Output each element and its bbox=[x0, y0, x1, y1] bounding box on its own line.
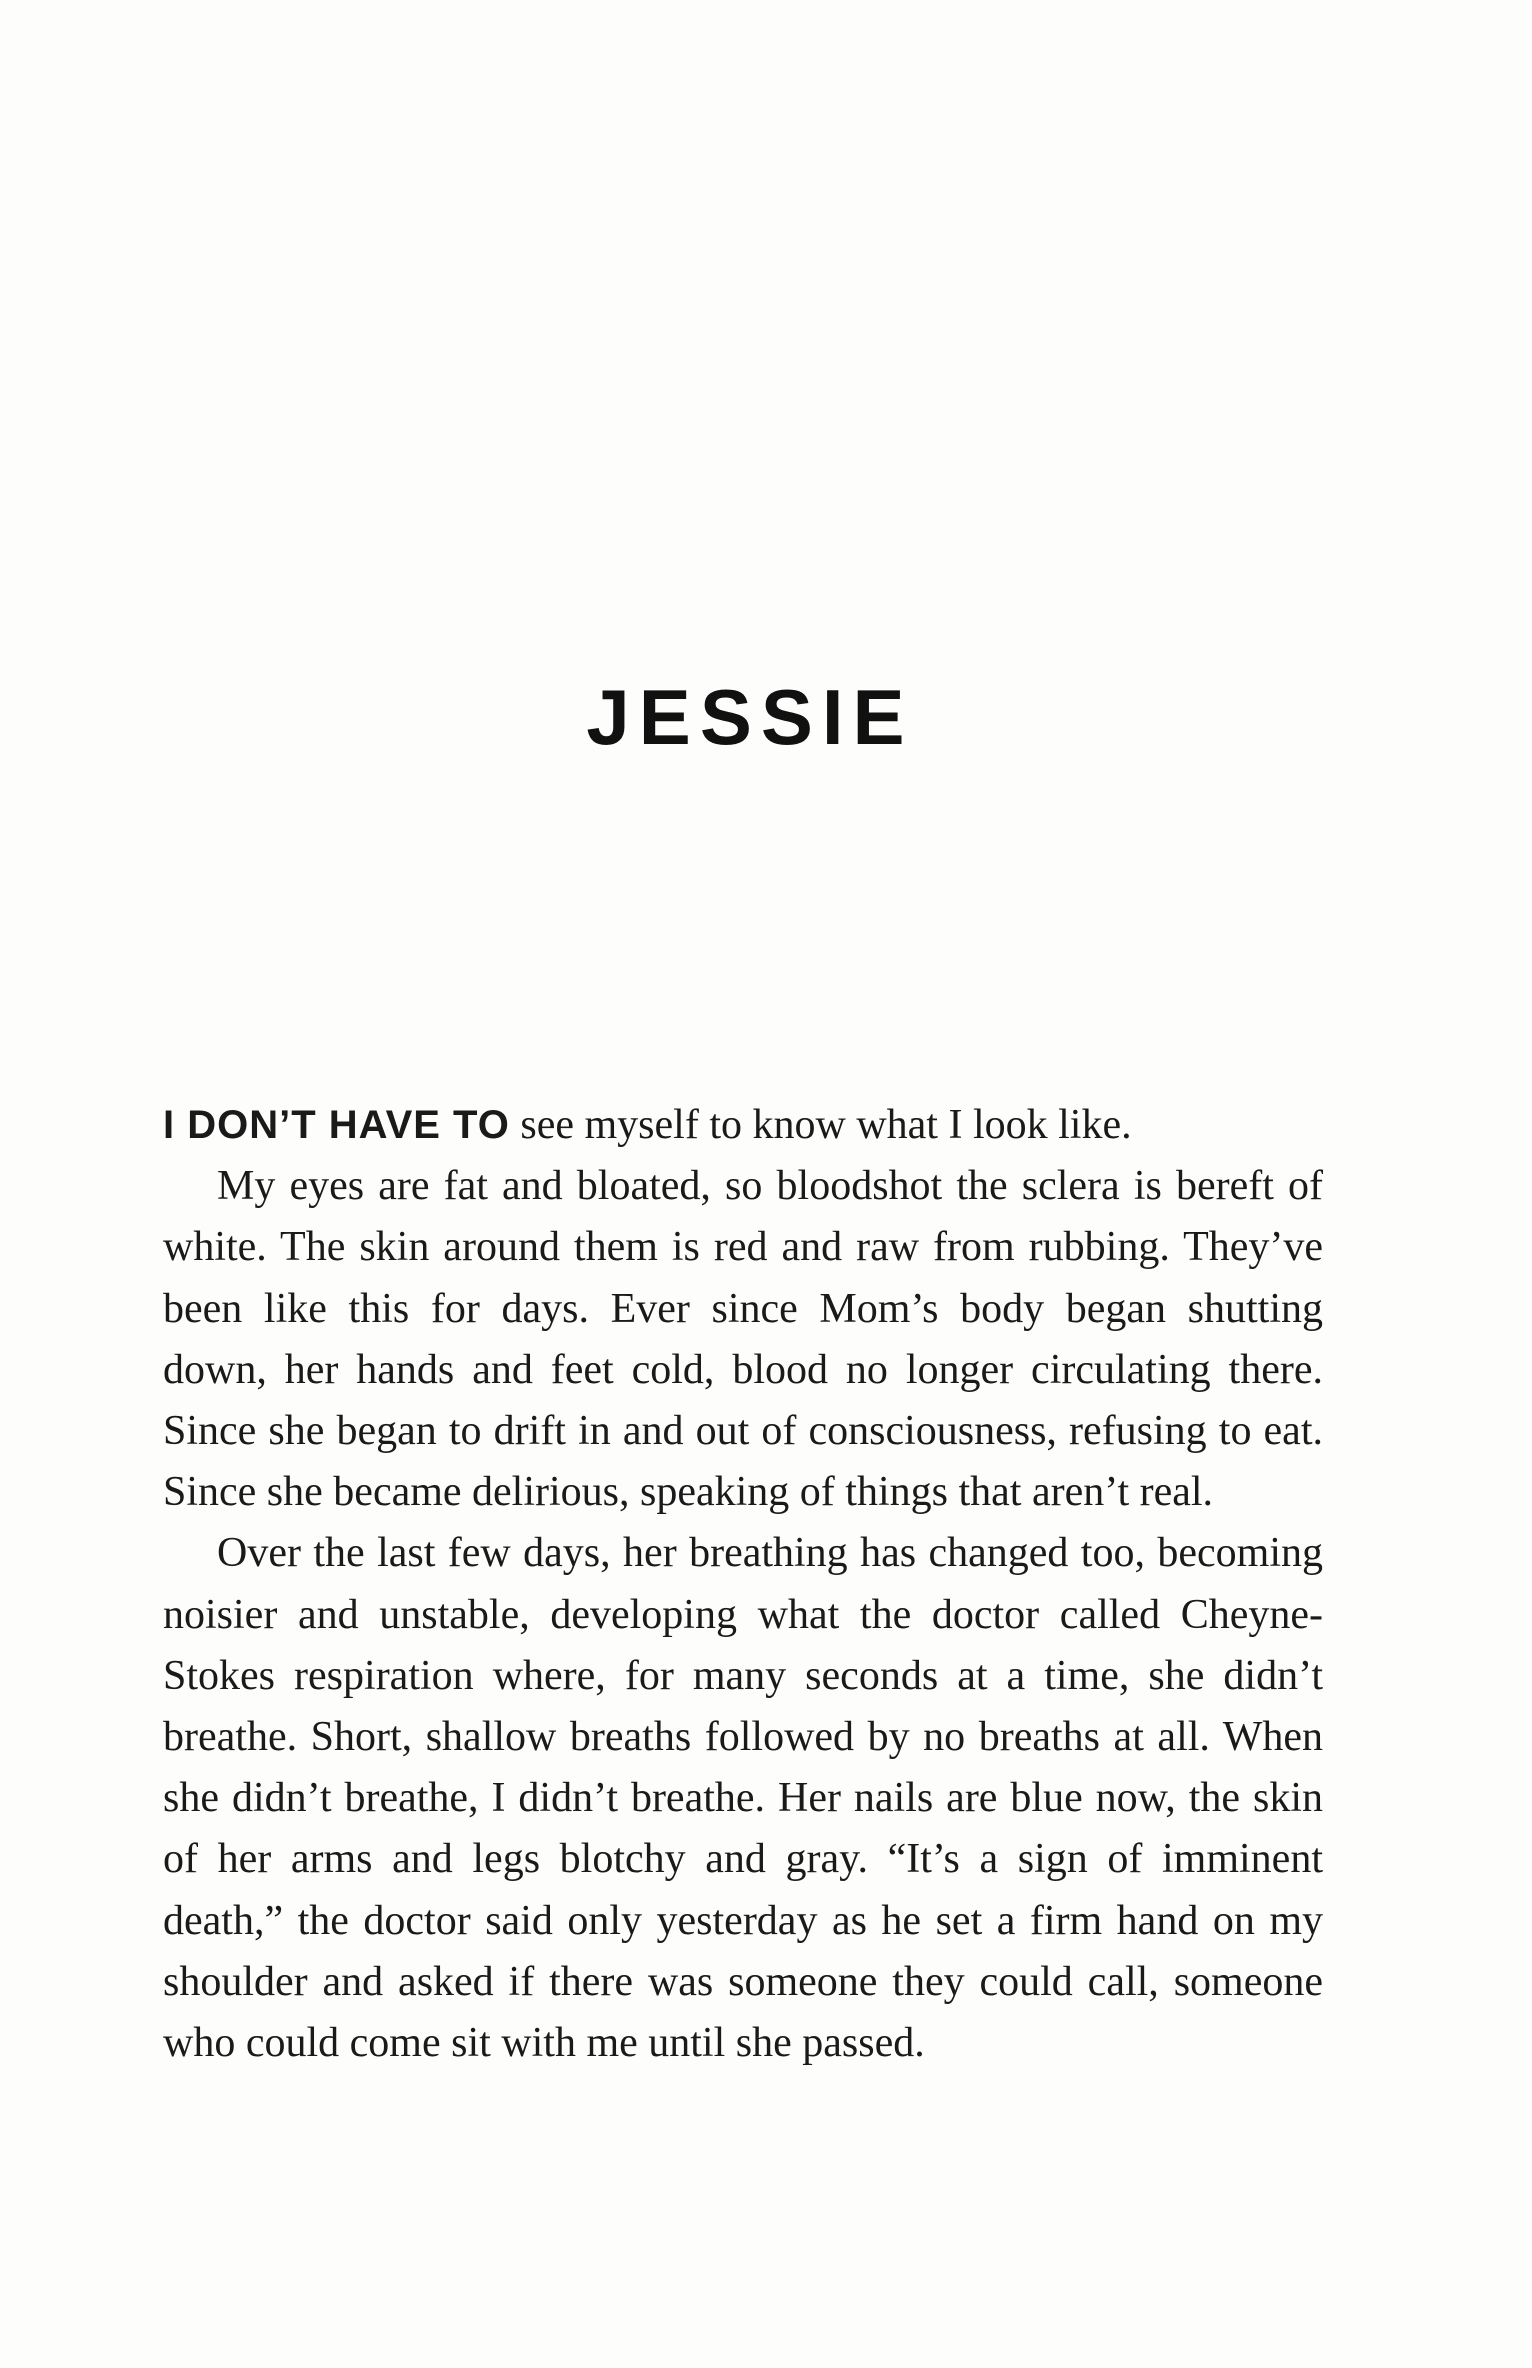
paragraph-1 bbox=[163, 1095, 1323, 1156]
chapter-body bbox=[163, 1095, 1323, 2074]
paragraph-2: My eyes are fat and bloated, so bloodshot the sclera is bereft of white. The skin around them is red and raw from rubbing. They’ve been like this for days. Ever since Mom’s body began shutting down, her hands and feet cold, blood no longer circulating there. Since she began to drift in and out of consciousness, refusing to eat. Since she became delirious, speaking of things that aren’t real. bbox=[163, 1163, 1323, 1516]
paragraph-3: Over the last few days, her breathing has changed too, becoming noisier and unstable, developing what the doctor called Cheyne-Stokes respiration where, for many seconds at a time, she didn’t breathe. Short, shallow breaths followed by no breaths at all. When she didn’t breathe, I didn’t breathe. Her nails are blue now, the skin of her arms and legs blotchy and gray. “It’s a sign of imminent death,” the doctor said only yesterday as he set a firm hand on my shoulder and asked if there was someone they could call, someone who could come sit with me until she passed. bbox=[163, 1530, 1323, 2067]
paragraph-1-text: see myself to know what I look like. bbox=[509, 1102, 1132, 1148]
lead-in-text: I DON’T HAVE TO bbox=[163, 1103, 510, 1147]
chapter-title: JESSIE bbox=[586, 673, 914, 762]
